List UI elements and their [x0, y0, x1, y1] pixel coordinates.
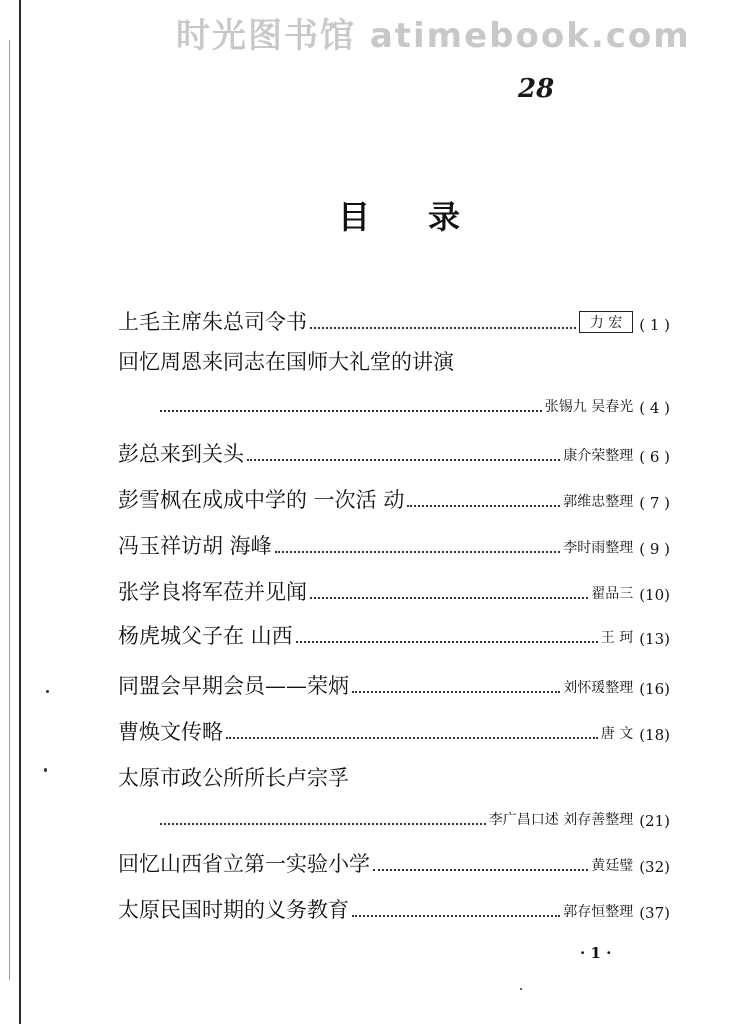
toc-leader-dots	[407, 505, 560, 507]
binding-edge-line	[9, 40, 10, 980]
toc-entry-author: 翟品三	[591, 586, 634, 602]
toc-entry-page: ( 4 )	[639, 399, 670, 417]
toc-entry-page: (37)	[639, 904, 670, 922]
scan-speck	[520, 988, 522, 990]
toc-entry-page: ( 9 )	[639, 540, 670, 558]
toc-entry-page: (18)	[639, 726, 670, 744]
toc-entry-author: 李广昌口述 刘存善整理	[488, 812, 634, 828]
toc-entry-author: 唐 文	[600, 726, 634, 742]
toc-entry[interactable]	[118, 892, 670, 924]
handwritten-page-number: 28	[518, 74, 555, 104]
page-title: 目录	[338, 198, 519, 236]
toc-entry-page: (32)	[639, 858, 670, 876]
toc-entry-author: 郭存恒整理	[563, 904, 634, 920]
toc-leader-dots	[373, 869, 588, 871]
toc-entry-author: 王 珂	[600, 630, 634, 646]
toc-entry-title[interactable]: 回忆周恩来同志在国师大礼堂的讲演	[118, 350, 454, 374]
toc-entry-page: (21)	[639, 812, 670, 830]
footer-page-number: · 1 ·	[580, 944, 612, 962]
scan-speck	[46, 690, 49, 693]
toc-leader-dots	[310, 597, 588, 599]
toc-leader-dots	[160, 823, 486, 825]
toc-entry[interactable]	[118, 618, 670, 650]
toc-entry-page: (13)	[639, 630, 670, 648]
toc-entry-author: 黄廷璧	[591, 858, 634, 874]
toc-entry-page: ( 7 )	[639, 494, 670, 512]
toc-entry-title: 杨虎城父子在 山西	[118, 624, 293, 648]
toc-entry[interactable]	[118, 304, 670, 336]
toc-entry[interactable]	[118, 668, 670, 700]
toc-entry[interactable]	[118, 846, 670, 878]
toc-leader-dots	[275, 551, 561, 553]
toc-entry-title[interactable]: 太原市政公所所长卢宗孚	[118, 766, 349, 790]
toc-entry-title: 太原民国时期的义务教育	[118, 898, 349, 922]
toc-leader-dots	[352, 915, 560, 917]
toc-entry[interactable]	[118, 528, 670, 560]
toc-entry-author: 康介荣整理	[563, 448, 634, 464]
toc-entry-page: (10)	[639, 586, 670, 604]
toc-entry-title: 彭雪枫在成成中学的 一次活 动	[118, 488, 405, 512]
toc-entry[interactable]	[118, 436, 670, 468]
toc-entry-author: 刘怀瑗整理	[563, 680, 634, 696]
toc-entry-author: 李时雨整理	[563, 540, 634, 556]
toc-entry-continuation[interactable]	[160, 805, 670, 831]
watermark-text: 时光图书馆 atimebook.com	[176, 16, 691, 56]
toc-entry[interactable]	[118, 574, 670, 606]
scan-speck	[44, 768, 47, 772]
toc-leader-dots	[226, 737, 598, 739]
toc-entry-page: ( 6 )	[639, 448, 670, 466]
toc-leader-dots	[247, 459, 560, 461]
toc-entry-title: 同盟会早期会员——荣炳	[118, 674, 349, 698]
toc-entry[interactable]	[118, 714, 670, 746]
toc-entry-author: 张锡九 吴春光	[544, 399, 634, 415]
toc-entry-continuation[interactable]	[160, 392, 670, 418]
toc-entry-author: 郭维忠整理	[563, 494, 634, 510]
toc-entry-title: 张学良将军莅并见闻	[118, 580, 307, 604]
toc-leader-dots	[160, 410, 542, 412]
toc-leader-dots	[296, 641, 598, 643]
toc-entry-page: (16)	[639, 680, 670, 698]
toc-entry-author: 力 宏	[579, 311, 633, 333]
toc-entry-page: ( 1 )	[639, 316, 670, 334]
binding-line	[19, 0, 21, 1024]
toc-entry[interactable]	[118, 482, 670, 514]
toc-leader-dots	[310, 327, 576, 329]
toc-entry-title: 曹焕文传略	[118, 720, 223, 744]
toc-entry-title: 回忆山西省立第一实验小学	[118, 852, 370, 876]
toc-entry-title: 上毛主席朱总司令书	[118, 310, 307, 334]
toc-entry-title: 彭总来到关头	[118, 442, 244, 466]
toc-entry-title: 冯玉祥访胡 海峰	[118, 534, 272, 558]
toc-leader-dots	[352, 691, 560, 693]
